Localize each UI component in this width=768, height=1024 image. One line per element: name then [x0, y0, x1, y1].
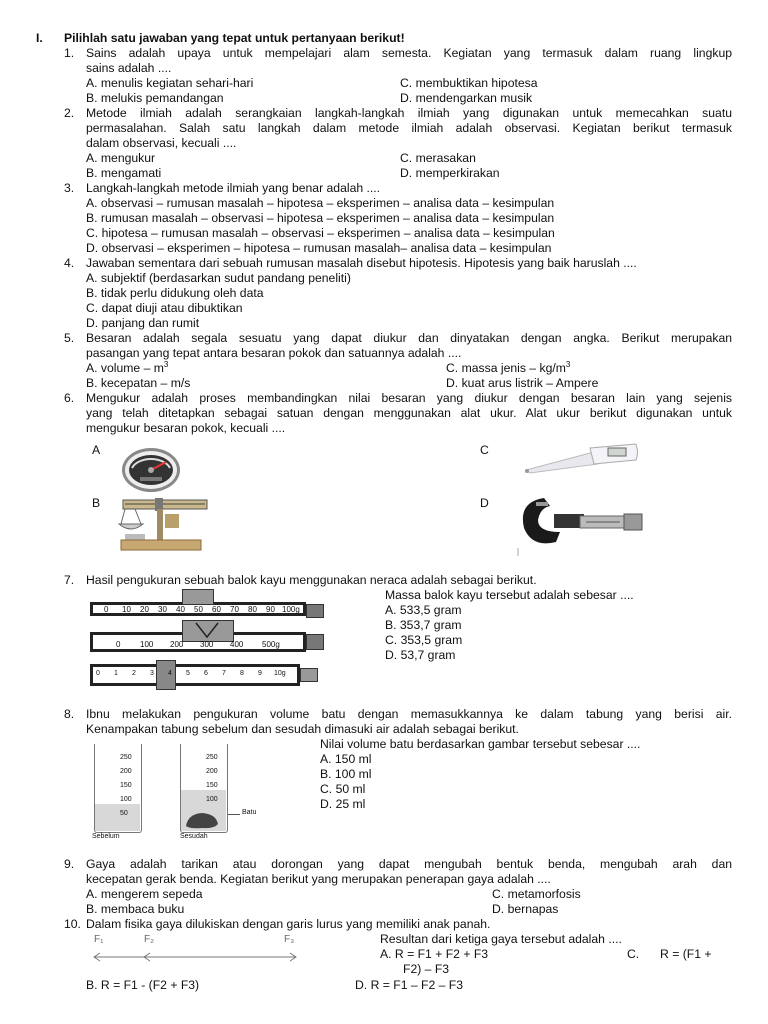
beam2-tick: 100 [140, 640, 154, 649]
q3-option-a: A. observasi – rumusan masalah – hipotesa – eksperimen – analisa data – kesimpulan [86, 196, 555, 210]
q4-option-a: A. subjektif (berdasarkan sudut pandang peneliti) [86, 271, 351, 285]
q5-option-c-text: C. massa jenis – kg/m [446, 361, 566, 375]
q5-option-c-exponent: 3 [565, 359, 571, 369]
beam3-tick: 2 [132, 670, 136, 677]
section-number: I. [36, 31, 43, 45]
q4-option-b: B. tidak perlu didukung oleh data [86, 286, 264, 300]
q2-text-line3: dalam observasi, kecuali .... [86, 136, 237, 150]
q8-option-d: D. 25 ml [320, 797, 366, 811]
force-arrows-icon [90, 950, 302, 964]
force-diagram [90, 934, 302, 966]
q9-option-a: A. mengerem sepeda [86, 887, 203, 901]
q5-option-a-exponent: 3 [163, 359, 169, 369]
q8-option-b: B. 100 ml [320, 767, 372, 781]
q7-option-b: B. 353,7 gram [385, 618, 462, 632]
beam1-tick: 60 [212, 605, 221, 614]
balance-scale-icon [115, 494, 210, 554]
q7-question: Massa balok kayu tersebut adalah sebesar .... [385, 588, 634, 602]
q3-option-b: B. rumusan masalah – observasi – hipotesa – eksperimen – analisa data – kesimpulan [86, 211, 555, 225]
q3-number: 3. [64, 181, 75, 195]
q10-question: Resultan dari ketiga gaya tersebut adalah .... [380, 932, 622, 946]
q5-number: 5. [64, 331, 75, 345]
q10-option-c-line2: F2) – F3 [403, 962, 450, 976]
scale-mark: 150 [206, 782, 218, 789]
q2-option-d: D. memperkirakan [400, 166, 500, 180]
beam1-tick: 100g [282, 605, 300, 614]
q5-option-b: B. kecepatan – m/s [86, 376, 191, 390]
q1-option-d: D. mendengarkan musik [400, 91, 533, 105]
beam2-scale [90, 640, 306, 651]
cylinder-after-scale [206, 754, 218, 804]
q9-option-d: D. bernapas [492, 902, 559, 916]
q6-text-line1: Mengukur adalah proses membandingkan nilai besaran yang diukur dengan besaran lain yang sejenis [86, 391, 732, 405]
label-stone: Batu [242, 809, 257, 816]
q1-number: 1. [64, 46, 75, 60]
q1-option-b: B. melukis pemandangan [86, 91, 224, 105]
q8-number: 8. [64, 707, 75, 721]
beam3-tick: 8 [240, 670, 244, 677]
q5-option-d: D. kuat arus listrik – Ampere [446, 376, 599, 390]
beam1-scale [90, 605, 306, 616]
q4-option-d: D. panjang dan rumit [86, 316, 200, 330]
q7-number: 7. [64, 573, 75, 587]
q5-text-line2: pasangan yang tepat antara besaran pokok dan satuannya adalah .... [86, 346, 462, 360]
cylinder-before-scale [120, 754, 132, 818]
scale-mark: 200 [120, 768, 132, 775]
q4-option-c: C. dapat diuji atau dibuktikan [86, 301, 243, 315]
beam3-tick: 10g [274, 670, 286, 677]
q9-text-line2: kecepatan gerak benda. Kegiatan berikut yang merupakan penerapan gaya adalah .... [86, 872, 551, 886]
q5-option-a-text: A. volume – m [86, 361, 164, 375]
label-before: Sebelum [92, 833, 120, 840]
q4-text: Jawaban sementara dari sebuah rumusan masalah disebut hipotesis. Hipotesis yang baik haruslah .... [86, 256, 637, 270]
scale-mark: 50 [120, 810, 128, 817]
beam1-tick: 30 [158, 605, 167, 614]
q4-number: 4. [64, 256, 75, 270]
section-title: Pilihlah satu jawaban yang tepat untuk pertanyaan berikut! [64, 31, 405, 45]
q10-option-d: D. R = F1 – F2 – F3 [355, 978, 464, 992]
q1-option-c: C. membuktikan hipotesa [400, 76, 538, 90]
beam3-tick: 3 [150, 670, 154, 677]
beam1-tick: 0 [104, 605, 109, 614]
q6-number: 6. [64, 391, 75, 405]
q7-option-c: C. 353,5 gram [385, 633, 463, 647]
beam3-tick: 0 [96, 670, 100, 677]
triple-beam-balance [86, 588, 326, 692]
q1-option-a: A. menulis kegiatan sehari-hari [86, 76, 254, 90]
stone-icon [184, 810, 220, 830]
q7-text: Hasil pengukuran sebuah balok kayu menggunakan neraca adalah sebagai berikut. [86, 573, 537, 587]
beam3-tick: 9 [258, 670, 262, 677]
q6-option-d-label: D [480, 496, 489, 510]
beam1-tick: 80 [248, 605, 257, 614]
thermometer-icon [524, 440, 640, 476]
q3-option-c: C. hipotesa – rumusan masalah – observasi – eksperimen – analisa data – kesimpulan [86, 226, 555, 240]
q2-text-line1: Metode ilmiah adalah serangkaian langkah-langkah ilmiah yang digunakan untuk memecahkan suatu [86, 106, 732, 120]
q2-option-a: A. mengukur [86, 151, 156, 165]
q10-option-a: A. R = F1 + F2 + F3 [380, 947, 489, 961]
beam2-tick: 0 [116, 640, 121, 649]
beam2-tick: 400 [230, 640, 244, 649]
q6-option-b-label: B [92, 496, 101, 510]
gauge-icon [120, 446, 182, 494]
q7-option-d: D. 53,7 gram [385, 648, 456, 662]
beam3-tick: 6 [204, 670, 208, 677]
beam3-tick: 7 [222, 670, 226, 677]
scale-mark: 100 [206, 796, 218, 803]
q6-option-c-label: C [480, 443, 489, 457]
q1-text-line1: Sains adalah upaya untuk mempelajari alam semesta. Kegiatan yang termasuk dalam ruang lingkup [86, 46, 732, 60]
beam2-tick: 500g [262, 640, 280, 649]
beam1-tick: 40 [176, 605, 185, 614]
rider-marker-icon [194, 621, 220, 639]
q2-number: 2. [64, 106, 75, 120]
q8-text-line2: Kenampakan tabung sebelum dan sesudah dimasuki air adalah sebagai berikut. [86, 722, 519, 736]
q2-text-line2: permasalahan. Salah satu langkah dalam metode ilmiah adalah observasi. Kegiatan berikut termasuk [86, 121, 732, 135]
q6-text-line2: yang telah ditetapkan sebagai satuan dengan menggunakan alat ukur. Alat ukur berikut digunakan untuk [86, 406, 732, 420]
scale-mark: 250 [120, 754, 132, 761]
q6-text-line3: mengukur besaran pokok, kecuali .... [86, 421, 286, 435]
q10-option-b: B. R = F1 - (F2 + F3) [86, 978, 200, 992]
q2-option-c: C. merasakan [400, 151, 476, 165]
label-after: Sesudah [180, 833, 208, 840]
force-label-f2: F₂ [144, 934, 154, 945]
q10-text: Dalam fisika gaya dilukiskan dengan garis lurus yang memiliki anak panah. [86, 917, 491, 931]
q5-text-line1: Besaran adalah segala sesuatu yang dapat diukur dan dinyatakan dengan angka. Berikut merupakan [86, 331, 732, 345]
force-label-f1: F₁ [94, 934, 104, 945]
beam1-tick: 20 [140, 605, 149, 614]
force-label-f3: F₃ [284, 934, 295, 945]
beam2-tick: 200 [170, 640, 184, 649]
q8-question: Nilai volume batu berdasarkan gambar tersebut sebesar .... [320, 737, 641, 751]
scale-mark: 150 [120, 782, 132, 789]
beam3-tick: 1 [114, 670, 118, 677]
q8-option-a: A. 150 ml [320, 752, 372, 766]
scale-mark: 200 [206, 768, 218, 775]
beam2-tick: 300 [200, 640, 214, 649]
scale-mark: 100 [120, 796, 132, 803]
q8-text-line1: Ibnu melakukan pengukuran volume batu dengan memasukkannya ke dalam tabung yang berisi air. [86, 707, 732, 721]
beam3-scale [94, 670, 298, 681]
q5-option-a [86, 361, 168, 376]
q7-option-a: A. 533,5 gram [385, 603, 462, 617]
beam1-tick: 10 [122, 605, 131, 614]
scale-mark: 250 [206, 754, 218, 761]
q10-number: 10. [64, 917, 81, 931]
q10-option-c-line1: R = (F1 + [660, 947, 712, 961]
beam3-tick: 4 [168, 670, 172, 677]
q9-number: 9. [64, 857, 75, 871]
beam1-tick: 70 [230, 605, 239, 614]
q6-option-a-label: A [92, 443, 101, 457]
q10-option-c-letter: C. [627, 947, 640, 961]
q2-option-b: B. mengamati [86, 166, 162, 180]
q3-option-d: D. observasi – eksperimen – hipotesa – rumusan masalah– analisa data – kesimpulan [86, 241, 552, 255]
q9-text-line1: Gaya adalah tarikan atau dorongan yang dapat mengubah bentuk benda, mengubah arah dan [86, 857, 732, 871]
q1-text-line2: sains adalah .... [86, 61, 172, 75]
micrometer-icon [516, 492, 650, 556]
q5-option-c [446, 361, 570, 376]
q9-option-c: C. metamorfosis [492, 887, 581, 901]
q9-option-b: B. membaca buku [86, 902, 185, 916]
beam1-tick: 50 [194, 605, 203, 614]
measuring-cylinders [86, 738, 266, 842]
beam3-tick: 5 [186, 670, 190, 677]
q8-option-c: C. 50 ml [320, 782, 366, 796]
q3-text: Langkah-langkah metode ilmiah yang benar adalah .... [86, 181, 381, 195]
beam1-tick: 90 [266, 605, 275, 614]
